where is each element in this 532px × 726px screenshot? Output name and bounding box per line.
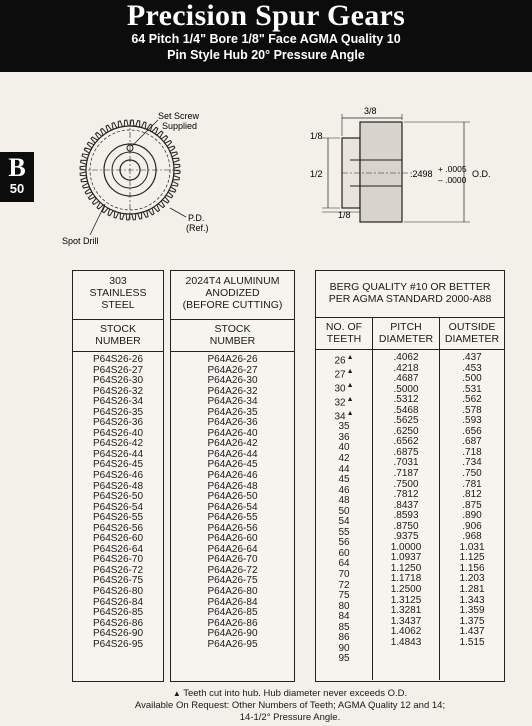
table-cell: .437 — [462, 352, 482, 363]
table-cell: .7812 — [393, 489, 419, 501]
aluminum-column-header — [171, 320, 294, 352]
pitch-diameter-ref-label: (Ref.) — [186, 223, 209, 233]
aluminum-header-line3: (BEFORE CUTTING) — [182, 299, 283, 311]
table-cell: P64A26-80 — [207, 586, 258, 598]
table-cell: P64A26-64 — [207, 543, 258, 555]
section-tab — [0, 152, 34, 202]
berg-quality-table — [315, 270, 505, 682]
length-dimension: 3/8 — [364, 106, 377, 116]
hub-diameter-dimension: 1/2 — [310, 169, 323, 179]
table-cell: 1.437 — [459, 626, 485, 638]
aluminum-table — [170, 270, 295, 682]
pitch-rows — [373, 350, 439, 648]
table-cell: P64A26-48 — [207, 480, 258, 492]
table-cell: .718 — [462, 446, 482, 458]
stainless-col-line2: NUMBER — [95, 335, 141, 347]
table-cell: .500 — [462, 373, 482, 385]
table-cell: .5312 — [393, 394, 419, 406]
aluminum-col-line2: NUMBER — [209, 335, 256, 347]
teeth-count: 32 — [334, 396, 346, 408]
table-cell: .890 — [462, 510, 482, 522]
table-cell: .453 — [462, 362, 482, 374]
footnote-text-1: Teeth cut into hub. Hub diameter never exceeds O.D. — [183, 688, 408, 699]
table-cell: P64S26-40 — [92, 427, 144, 439]
table-cell: .8750 — [393, 520, 419, 532]
table-cell: .734 — [462, 457, 482, 469]
teeth-count: 27 — [334, 369, 346, 381]
table-cell: P64A26-36 — [207, 417, 258, 429]
aluminum-header-line2: ANODIZED — [205, 287, 260, 299]
hub-cut-marker-icon: ▲ — [346, 381, 354, 389]
table-cell: .8437 — [393, 499, 419, 511]
teeth-count: 86 — [338, 632, 350, 644]
aluminum-material-header — [171, 271, 294, 320]
spec-line-1: 64 Pitch 1/4" Bore 1/8" Face AGMA Quality 10 — [131, 32, 401, 46]
table-cell: P64S26-72 — [92, 564, 144, 576]
teeth-count: 26 — [334, 355, 346, 367]
teeth-count: 44 — [338, 463, 350, 475]
table-cell: P64S26-56 — [92, 522, 144, 534]
table-cell: 1.343 — [459, 594, 485, 606]
teeth-count: 85 — [338, 621, 350, 633]
table-cell: P64S26-27 — [92, 364, 144, 376]
bore-tolerance-minus: – .0000 — [438, 175, 467, 185]
table-cell: .9375 — [393, 531, 419, 543]
table-cell: 1.0000 — [390, 541, 422, 553]
teeth-column-header — [316, 318, 372, 350]
table-cell: 1.3125 — [390, 594, 422, 606]
table-cell: P64S26-30 — [92, 375, 144, 387]
table-cell: .968 — [462, 531, 482, 543]
table-cell: P64S26-60 — [92, 533, 144, 545]
table-cell: 1.3437 — [390, 615, 422, 627]
footnote — [80, 688, 500, 724]
od-col-line2: DIAMETER — [444, 333, 500, 345]
table-cell: P64S26-64 — [92, 543, 144, 555]
table-cell: 1.203 — [459, 573, 485, 585]
teeth-cell — [316, 353, 372, 367]
stainless-header-line3: STEEL — [101, 299, 135, 311]
hub-cut-marker-icon: ▲ — [346, 409, 354, 417]
table-cell: P64A26-75 — [207, 575, 258, 587]
teeth-col-line2: TEETH — [326, 333, 362, 345]
teeth-count: 55 — [338, 526, 350, 538]
table-cell: 1.1250 — [390, 562, 422, 574]
table-cell: .8593 — [393, 510, 419, 522]
page-header — [0, 0, 532, 72]
hub-cut-marker-icon: ▲ — [346, 354, 354, 361]
teeth-count: 56 — [338, 537, 350, 549]
gear-front-view — [80, 120, 186, 235]
table-cell: .6875 — [393, 446, 419, 458]
table-cell: P64A26-85 — [207, 607, 258, 619]
table-cell: .562 — [462, 394, 482, 406]
table-cell: P64A26-84 — [207, 596, 258, 608]
table-cell: P64S26-42 — [92, 438, 144, 450]
hub-cut-marker-icon: ▲ — [346, 367, 354, 375]
table-cell: P64S26-55 — [92, 512, 144, 524]
teeth-count: 35 — [338, 421, 350, 433]
table-cell: .5000 — [393, 383, 419, 395]
table-cell: P64S26-46 — [92, 470, 144, 482]
teeth-cell — [316, 395, 372, 409]
table-cell: P64A26-27 — [207, 364, 258, 376]
table-cell: P64S26-84 — [92, 596, 144, 608]
pitch-diameter-label: P.D. — [188, 213, 205, 223]
table-cell: 1.125 — [459, 552, 485, 564]
teeth-cell — [316, 367, 372, 381]
table-cell: P64S26-34 — [92, 396, 144, 408]
table-cell: P64A26-70 — [207, 554, 258, 566]
outside-diameter-label: O.D. — [472, 169, 491, 179]
footnote-line2: Available On Request: Other Numbers of Teeth; AGMA Quality 12 and 14; — [134, 700, 446, 711]
set-screw-label: Set Screw — [158, 111, 200, 121]
table-cell: .5625 — [393, 415, 419, 427]
teeth-count: 64 — [338, 558, 350, 570]
table-cell: P64A26-32 — [207, 385, 258, 397]
table-cell: P64S26-50 — [92, 491, 144, 503]
table-cell: 1.4062 — [390, 626, 422, 638]
table-cell: P64A26-26 — [207, 354, 258, 365]
pitch-col-line2: DIAMETER — [378, 333, 434, 345]
teeth-count: 70 — [338, 569, 350, 581]
teeth-count: 42 — [338, 453, 350, 465]
table-cell: P64A26-60 — [207, 533, 258, 545]
table-cell: P64A26-44 — [207, 448, 258, 460]
table-cell: 1.359 — [459, 605, 485, 617]
table-cell: P64S26-70 — [92, 554, 144, 566]
table-cell: 1.156 — [459, 562, 485, 574]
teeth-column — [316, 318, 373, 680]
teeth-count: 45 — [338, 474, 350, 486]
table-cell: .656 — [462, 425, 482, 437]
pitch-column-header — [373, 318, 439, 350]
teeth-rows — [316, 350, 372, 665]
table-cell: 1.0937 — [390, 552, 422, 564]
stainless-steel-table — [72, 270, 164, 682]
stainless-rows — [73, 352, 163, 650]
teeth-count: 90 — [338, 642, 350, 654]
table-cell: .687 — [462, 436, 482, 448]
table-cell: P64A26-86 — [207, 617, 258, 629]
pitch-col-line1: PITCH — [390, 321, 422, 333]
table-cell: P64S26-85 — [92, 607, 144, 619]
table-cell: P64A26-95 — [207, 638, 258, 650]
section-letter: B — [8, 153, 26, 182]
teeth-count: 50 — [338, 505, 350, 517]
table-cell: 1.3281 — [390, 605, 422, 617]
table-cell: P64A26-45 — [207, 459, 258, 471]
table-cell: P64S26-75 — [92, 575, 144, 587]
table-cell: P64A26-56 — [207, 522, 258, 534]
table-cell: P64S26-95 — [92, 638, 144, 650]
stainless-col-line1: STOCK — [100, 323, 136, 335]
spec-line-2: Pin Style Hub 20° Pressure Angle — [167, 48, 365, 62]
face-width-dimension: 1/8 — [338, 210, 351, 220]
berg-header-line2: PER AGMA STANDARD 2000-A88 — [328, 293, 492, 305]
table-cell: P64S26-36 — [92, 417, 144, 429]
table-cell: 1.4843 — [390, 636, 422, 648]
page-title: Precision Spur Gears — [126, 0, 406, 32]
table-cell: P64A26-42 — [207, 438, 258, 450]
table-cell: P64S26-80 — [92, 586, 144, 598]
pitch-diameter-column — [373, 318, 440, 680]
teeth-count: 54 — [338, 516, 350, 528]
bore-dimension: .2498 — [410, 169, 433, 179]
stainless-column-header — [73, 320, 163, 352]
table-cell: .781 — [462, 478, 482, 490]
table-cell: P64A26-35 — [207, 406, 258, 418]
table-cell: P64A26-40 — [207, 427, 258, 439]
teeth-count: 40 — [338, 442, 350, 454]
table-cell: .875 — [462, 499, 482, 511]
footnote-line1 — [80, 688, 500, 700]
triangle-marker-icon: ▲ — [172, 689, 181, 698]
table-cell: P64S26-32 — [92, 385, 144, 397]
table-cell: P64A26-72 — [207, 564, 258, 576]
table-cell: P64A26-46 — [207, 470, 258, 482]
teeth-cell — [316, 381, 372, 395]
table-cell: .578 — [462, 404, 482, 416]
table-cell: 1.281 — [459, 584, 485, 596]
teeth-col-line1: NO. OF — [325, 321, 363, 333]
table-cell: .4218 — [393, 362, 419, 374]
teeth-count: 84 — [338, 611, 350, 623]
gear-drawings — [60, 100, 530, 252]
table-cell: .7500 — [393, 478, 419, 490]
outside-diameter-column — [440, 318, 504, 680]
hub-offset-dimension: 1/8 — [310, 131, 323, 141]
teeth-count: 72 — [338, 579, 350, 591]
stainless-material-header — [73, 271, 163, 320]
table-cell: .531 — [462, 383, 482, 395]
berg-header — [316, 271, 504, 318]
table-cell: P64A26-34 — [207, 396, 258, 408]
aluminum-rows — [171, 352, 294, 650]
table-cell: 1.031 — [459, 541, 485, 553]
table-cell: .6562 — [393, 436, 419, 448]
table-cell: P64S26-86 — [92, 617, 144, 629]
table-cell: 1.375 — [459, 615, 485, 627]
footnote-line3: 14-1/2° Pressure Angle. — [239, 712, 341, 723]
aluminum-header-line1: 2024T4 ALUMINUM — [185, 275, 280, 287]
spot-drill-label: Spot Drill — [62, 236, 99, 246]
table-cell: P64A26-50 — [207, 491, 258, 503]
teeth-count: 80 — [338, 600, 350, 612]
teeth-cell — [316, 409, 372, 423]
teeth-count: 95 — [338, 653, 350, 665]
table-cell: P64A26-30 — [207, 375, 258, 387]
table-cell: P64S26-54 — [92, 501, 144, 513]
table-cell: .4687 — [393, 373, 419, 385]
table-cell: P64S26-35 — [92, 406, 144, 418]
hub-cut-marker-icon: ▲ — [346, 395, 354, 403]
table-cell: .4062 — [393, 352, 419, 363]
table-cell: 1.515 — [459, 636, 485, 648]
table-cell: .6250 — [393, 425, 419, 437]
od-rows — [440, 350, 504, 648]
table-cell: P64S26-90 — [92, 628, 144, 640]
table-cell: 1.2500 — [390, 584, 422, 596]
table-cell: .750 — [462, 468, 482, 480]
od-col-line1: OUTSIDE — [448, 321, 496, 333]
table-cell: P64A26-55 — [207, 512, 258, 524]
aluminum-col-line1: STOCK — [214, 323, 251, 335]
table-cell: .7031 — [393, 457, 419, 469]
berg-header-line1: BERG QUALITY #10 OR BETTER — [329, 281, 491, 293]
teeth-count: 30 — [334, 383, 346, 395]
table-cell: P64S26-45 — [92, 459, 144, 471]
table-cell: P64S26-26 — [92, 354, 144, 365]
teeth-count: 36 — [338, 431, 350, 443]
table-cell: P64A26-54 — [207, 501, 258, 513]
teeth-count: 46 — [338, 484, 350, 496]
table-cell: .812 — [462, 489, 482, 501]
teeth-count: 48 — [338, 495, 350, 507]
table-cell: P64S26-44 — [92, 448, 144, 460]
table-cell: .593 — [462, 415, 482, 427]
table-cell: .906 — [462, 520, 482, 532]
teeth-count: 60 — [338, 547, 350, 559]
teeth-cell — [316, 654, 372, 665]
stainless-header-line2: STAINLESS — [89, 287, 147, 299]
teeth-count: 75 — [338, 590, 350, 602]
od-column-header — [440, 318, 504, 350]
bore-tolerance-plus: + .0005 — [438, 164, 467, 174]
table-cell: .7187 — [393, 468, 419, 480]
teeth-count: 34 — [334, 410, 346, 422]
table-cell: .5468 — [393, 404, 419, 416]
set-screw-supplied-label: Supplied — [162, 121, 198, 131]
table-cell: P64S26-48 — [92, 480, 144, 492]
table-cell: 1.1718 — [390, 573, 422, 585]
stainless-header-line1: 303 — [109, 275, 127, 287]
section-page-number: 50 — [9, 181, 25, 196]
table-cell: P64A26-90 — [207, 628, 258, 640]
